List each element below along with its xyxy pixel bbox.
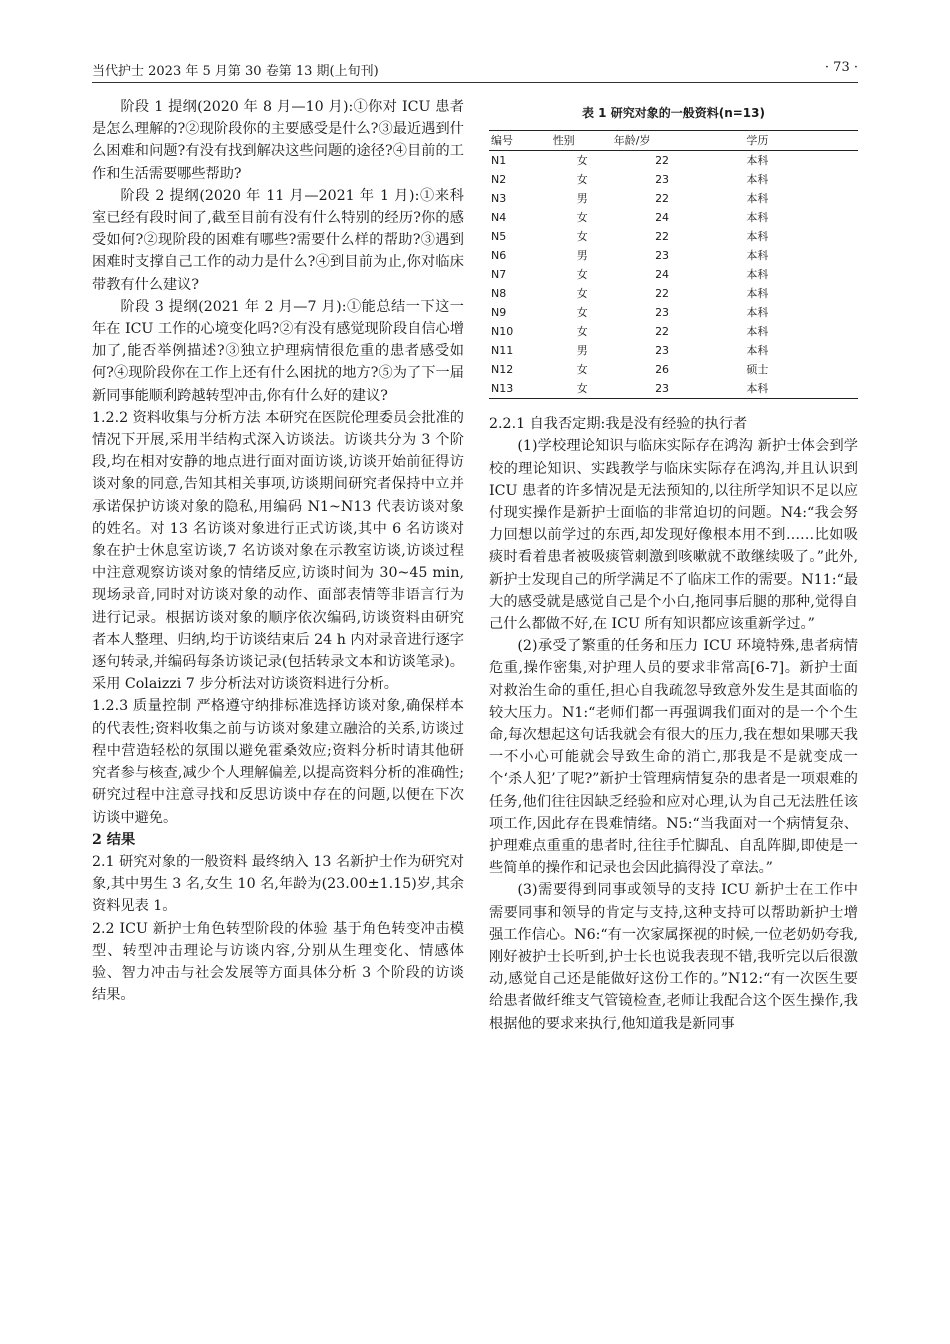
cell-education: 本科 [746,268,769,282]
cell-sex: 男 [576,249,588,263]
cell-age: 23 [655,173,670,187]
cell-education: 本科 [746,173,769,187]
cell-education: 本科 [746,306,769,320]
table-row [489,379,858,399]
right-column [489,96,858,1035]
section-2-2: 2.2 ICU 新护士角色转型阶段的体验 基于角色转变冲击模型、转型冲击理论与访谈内容,分别从生理变化、情感体验、智力冲击与社会发展等方面具体分析 3 个阶段的访谈结果。 [92,920,464,1004]
cell-education: 本科 [746,230,769,244]
cell-id: N12 [491,363,514,377]
cell-id: N8 [491,287,507,301]
cell-age: 22 [655,192,670,206]
section-1-2-3: 1.2.3 质量控制 严格遵守纳排标准选择访谈对象,确保样本的代表性;资料收集之前与访谈对象建立融洽的关系,访谈过程中营造轻松的氛围以避免霍桑效应;资料分析时请其他研究者参与核查,减少个人理解偏差,以提高资料分析的准确性;研究过程中注意寻找和反思访谈中存在的问题,以便在下次访谈中避免。 [92,698,464,826]
cell-age: 23 [655,249,670,263]
cell-sex: 女 [576,154,588,168]
cell-age: 23 [655,344,670,358]
table-body [489,151,858,399]
cell-age: 23 [655,306,670,320]
cell-sex: 男 [576,192,588,206]
section-2-heading: 2 结果 [92,831,136,848]
cell-education: 本科 [746,344,769,358]
cell-age: 22 [655,230,670,244]
cell-sex: 女 [576,325,588,339]
cell-id: N5 [491,230,507,244]
table-caption: 表 1 研究对象的一般资料(n=13) [582,106,765,120]
cell-id: N4 [491,211,507,225]
table-row [489,227,858,246]
section-2-2-1-heading: 2.2.1 自我否定期:我是没有经验的执行者 [489,416,748,433]
cell-sex: 女 [576,230,588,244]
cell-sex: 女 [576,363,588,377]
cell-id: N9 [491,306,507,320]
cell-sex: 女 [576,211,588,225]
cell-sex: 女 [576,287,588,301]
cell-education: 硕士 [746,363,769,377]
cell-sex: 男 [576,344,588,358]
journal-title: 当代护士 2023 年 5 月第 30 卷第 13 期(上旬刊) [92,64,379,79]
cell-id: N6 [491,249,507,263]
cell-id: N10 [491,325,514,339]
page-number: · 73 · [824,60,858,75]
table-row [489,341,858,360]
cell-id: N11 [491,344,514,358]
cell-education: 本科 [746,154,769,168]
table-header-row [489,131,858,151]
cell-sex: 女 [576,173,588,187]
cell-sex: 女 [576,268,588,282]
table-row [489,303,858,322]
stage2-outline: 阶段 2 提纲(2020 年 11 月—2021 年 1 月):①来科室已经有段时间了,截至目前有没有什么特别的经历?你的感受如何?②现阶段的困难有哪些?需要什么样的帮助?③遇到困难时支撑自己工作的动力是什么?④到目前为止,你对临床带教有什么建议? [92,187,464,293]
cell-id: N13 [489,379,551,399]
section-2-1: 2.1 研究对象的一般资料 最终纳入 13 名新护士作为研究对象,其中男生 3 名,女生 10 名,年龄为(23.00±1.15)岁,其余资料见表 1。 [92,853,464,915]
table-row [489,170,858,189]
col-header-age: 年龄/岁 [612,131,711,151]
table-row [489,322,858,341]
cell-age: 26 [655,363,670,377]
table-row [489,189,858,208]
cell-id: N1 [491,154,507,168]
table-row [489,360,858,379]
col-header-education: 学历 [710,131,858,151]
cell-id: N3 [491,192,507,206]
cell-education: 本科 [746,249,769,263]
cell-sex: 女 [576,306,588,320]
stage1-outline: 阶段 1 提纲(2020 年 8 月—10 月):①你对 ICU 患者是怎么理解的?②现阶段你的主要感受是什么?③最近遇到什么困难和问题?有没有找到解决这些问题的途径?④目前的工作和生活需要哪些帮助? [92,99,464,182]
table-1-grid [489,130,858,399]
cell-age: 22 [655,287,670,301]
cell-age: 24 [655,211,670,225]
stage3-outline: 阶段 3 提纲(2021 年 2 月—7 月):①能总结一下这一年在 ICU 工作的心境变化吗?②有没有感觉现阶段自信心增加了,能否举例描述?③独立护理病情很危重的患者感受如何?④现阶段你在工作上还有什么困扰的地方?⑤为了下一届新同事能顺利跨越转型冲击,你有什么好的建议? [92,298,464,404]
table-row [489,265,858,284]
col-header-sex: 性别 [551,131,612,151]
col-header-id: 编号 [489,131,551,151]
table-row [489,246,858,265]
cell-id: N2 [491,173,507,187]
cell-age: 24 [655,268,670,282]
pressure-paragraph: (2)承受了繁重的任务和压力 ICU 环境特殊,患者病情危重,操作密集,对护理人员的要求非常高[6-7]。新护士面对救治生命的重任,担心自我疏忽导致意外发生是其面临的较大压力。N1:“老师们都一再强调我们面对的是一个个生命,每次想起这句话我就会有很大的压力,我在想如果哪天我一不小心可能就会导致生命的消亡,那我是不是就变成一个‘杀人犯’了呢?”新护士管理病情复杂的患者是一项艰难的任务,他们往往因缺乏经验和应对心理,认为自己无法胜任该项工作,因此存在畏难情绪。N5:“当我面对一个病情复杂、护理难点重重的患者时,往往手忙脚乱、自乱阵脚,即使是一些简单的操作和记录也会因此搞得没了章法。” [489,638,858,877]
table-row [489,151,858,171]
table-row [489,284,858,303]
cell-sex: 女 [551,379,612,399]
theory-gap-paragraph: (1)学校理论知识与临床实际存在鸿沟 新护士体会到学校的理论知识、实践教学与临床实际存在鸿沟,并且认识到 ICU 患者的许多情况是无法预知的,以往所学知识不足以应付现实操作是新护士面临的非常迫切的问题。N4:“我会努力回想以前学过的东西,却发现好像根本用不到……比如吸痰时看着患者被吸痰管刺激到咳嗽就不敢继续吸了。”此外,新护士发现自己的所学满足不了临床工作的需要。N11:“最大的感受就是感觉自己是个小白,拖同事后腿的那种,觉得自己什么都做不好,在 ICU 所有知识都应该重新学过。” [489,438,858,633]
cell-education: 本科 [746,287,769,301]
support-paragraph: (3)需要得到同事或领导的支持 ICU 新护士在工作中需要同事和领导的肯定与支持,这种支持可以帮助新护士增强工作信心。N6:“有一次家属探视的时候,一位老奶奶夸我,刚好被护士长听到,护士长也说我表现不错,我听完以后很激动,感觉自己还是能做好这份工作的。”N12:“有一次医生要给患者做纤维支气管镜检查,老师让我配合这个医生操作,我根据他的要求来执行,他知道我是新同事 [489,882,858,1032]
cell-education: 本科 [746,325,769,339]
cell-education: 本科 [746,211,769,225]
cell-age: 22 [655,325,670,339]
table-row [489,208,858,227]
running-header [92,60,858,83]
left-column [92,96,464,1006]
cell-age: 23 [612,379,711,399]
cell-id: N7 [491,268,507,282]
table-1 [489,102,858,399]
cell-age: 22 [655,154,670,168]
cell-education: 本科 [746,192,769,206]
cell-education: 本科 [710,379,858,399]
section-1-2-2: 1.2.2 资料收集与分析方法 本研究在医院伦理委员会批准的情况下开展,采用半结构式深入访谈法。访谈共分为 3 个阶段,均在相对安静的地点进行面对面访谈,访谈开始前征得访谈对象的同意,告知其相关事项,访谈期间研究者保持中立并承诺保护访谈对象的隐私,用编码 N1~N13 代表访谈对象的姓名。对 13 名访谈对象进行正式访谈,其中 6 名访谈对象在护士休息室访谈,7 名访谈对象在示教室访谈,访谈过程中注意观察访谈对象的情绪反应,访谈时间为 30~45 min,现场录音,同时对访谈对象的动作、面部表情等非语言行为进行记录。根据访谈对象的顺序依次编码,访谈资料由研究者本人整理、归纳,均于访谈结束后 24 h 内对录音进行逐字逐句转录,并编码每条访谈记录(包括转录文本和访谈笔录)。采用 Colaizzi 7 步分析法对访谈资料进行分析。 [92,409,464,693]
